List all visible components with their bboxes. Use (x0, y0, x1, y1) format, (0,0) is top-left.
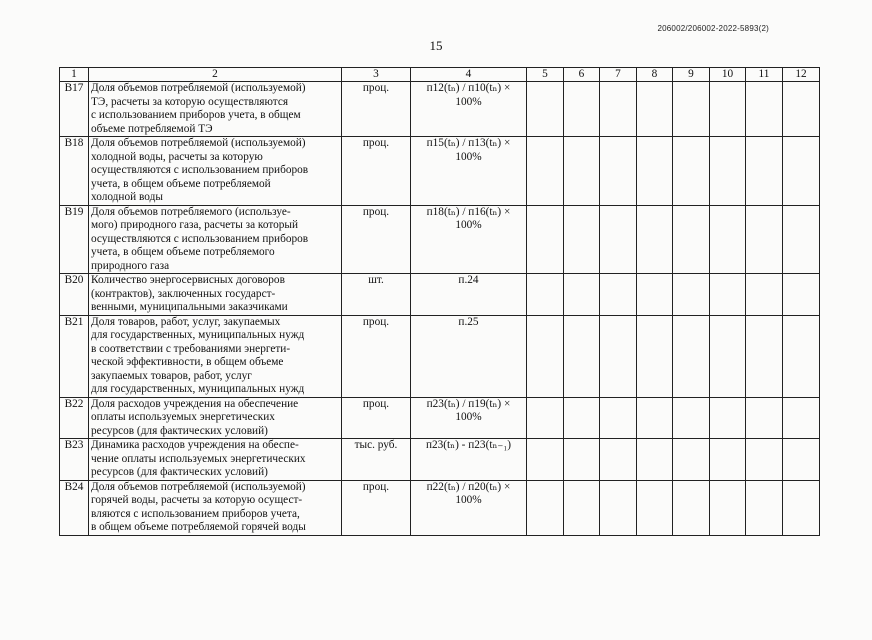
value-cell-col-12 (783, 274, 820, 316)
indicator-name-line: для государственных, муниципальных нужд (91, 329, 305, 341)
indicator-name-line: чение оплаты используемых энергетических (91, 452, 306, 465)
value-cell-col-9 (673, 205, 710, 274)
formula-line: п15(tₙ) / п13(tₙ) × (426, 137, 511, 149)
indicator-code: В19 (60, 205, 89, 274)
column-header-6: 6 (564, 68, 600, 82)
value-cell-col-12 (783, 439, 820, 481)
indicator-formula (411, 205, 527, 274)
indicator-unit: шт. (342, 274, 411, 316)
page-number: 15 (429, 38, 443, 53)
indicator-name-line: холодной воды, расчеты за которую (91, 150, 263, 163)
value-cell-col-8 (637, 439, 673, 481)
column-header-5: 5 (527, 68, 564, 82)
value-cell-col-12 (783, 137, 820, 206)
value-cell-col-10 (710, 274, 746, 316)
value-cell-col-7 (600, 439, 637, 481)
value-cell-col-9 (673, 480, 710, 535)
indicator-name-line: учета, в общем объеме потребляемого (91, 246, 275, 258)
indicator-name-line: Динамика расходов учреждения на обеспе- (91, 439, 299, 451)
indicator-formula (411, 439, 527, 481)
header-row (60, 68, 820, 82)
value-cell-col-10 (710, 205, 746, 274)
formula-line: п.25 (458, 315, 479, 328)
value-cell-col-7 (600, 274, 637, 316)
formula-line: 100% (455, 150, 482, 163)
value-cell-col-12 (783, 315, 820, 397)
table-row (60, 274, 820, 316)
indicator-formula (411, 315, 527, 397)
indicator-unit: проц. (342, 480, 411, 535)
indicator-name-line: природного газа (91, 259, 170, 272)
formula-line: п.24 (458, 274, 479, 286)
document-id: 206002/206002-2022-5893(2) (657, 24, 769, 33)
value-cell-col-5 (527, 397, 564, 439)
indicator-name-line: Доля товаров, работ, услуг, закупаемых (91, 315, 281, 328)
indicator-name-line: ресурсов (для фактических условий) (91, 466, 268, 478)
value-cell-col-9 (673, 274, 710, 316)
indicators-table (59, 67, 820, 536)
value-cell-col-6 (564, 397, 600, 439)
table-row (60, 205, 820, 274)
column-header-1: 1 (60, 68, 89, 82)
value-cell-col-6 (564, 137, 600, 206)
column-header-2: 2 (89, 68, 342, 82)
value-cell-col-5 (527, 439, 564, 481)
indicator-name-line: Доля расходов учреждения на обеспечение (91, 397, 299, 410)
value-cell-col-10 (710, 397, 746, 439)
value-cell-col-8 (637, 315, 673, 397)
indicator-name-line: учета, в общем объеме потребляемой (91, 177, 271, 190)
column-header-4: 4 (411, 68, 527, 82)
value-cell-col-11 (746, 315, 783, 397)
value-cell-col-5 (527, 274, 564, 316)
indicator-name-line: объеме потребляемой ТЭ (91, 122, 213, 135)
value-cell-col-5 (527, 82, 564, 137)
table-row (60, 315, 820, 397)
value-cell-col-7 (600, 480, 637, 535)
indicator-code: В18 (60, 137, 89, 206)
indicator-name-line: Доля объемов потребляемой (используемой) (91, 480, 306, 493)
value-cell-col-8 (637, 82, 673, 137)
indicator-name (89, 82, 342, 137)
column-header-7: 7 (600, 68, 637, 82)
value-cell-col-9 (673, 439, 710, 481)
indicator-name-line: венными, муниципальными заказчиками (91, 301, 288, 313)
column-header-11: 11 (746, 68, 783, 82)
indicator-name-line: ресурсов (для фактических условий) (91, 424, 268, 437)
indicator-name-line: осуществляются с использованием приборов (91, 232, 309, 245)
indicator-unit: проц. (342, 137, 411, 206)
value-cell-col-8 (637, 205, 673, 274)
value-cell-col-9 (673, 397, 710, 439)
indicator-code: В21 (60, 315, 89, 397)
value-cell-col-6 (564, 274, 600, 316)
indicator-unit: тыс. руб. (342, 439, 411, 481)
value-cell-col-5 (527, 205, 564, 274)
indicator-name-line: Количество энергосервисных договоров (91, 274, 285, 286)
column-header-10: 10 (710, 68, 746, 82)
indicator-code: В24 (60, 480, 89, 535)
indicator-name-line: в соответствии с требованиями энергети- (91, 342, 291, 355)
indicator-name-line: Доля объемов потребляемой (используемой) (91, 137, 306, 149)
column-header-9: 9 (673, 68, 710, 82)
indicator-formula (411, 480, 527, 535)
indicator-name-line: (контрактов), заключенных государст- (91, 287, 276, 300)
value-cell-col-12 (783, 397, 820, 439)
indicator-name-line: Доля объемов потребляемого (используе- (91, 205, 291, 218)
indicator-name-line: с использованием приборов учета, в общем (91, 109, 301, 121)
value-cell-col-6 (564, 205, 600, 274)
indicator-formula (411, 397, 527, 439)
indicator-unit: проц. (342, 205, 411, 274)
value-cell-col-6 (564, 315, 600, 397)
indicator-name (89, 315, 342, 397)
value-cell-col-11 (746, 439, 783, 481)
indicator-name (89, 137, 342, 206)
indicator-name (89, 480, 342, 535)
value-cell-col-8 (637, 274, 673, 316)
table-row (60, 439, 820, 481)
formula-line: 100% (455, 494, 482, 506)
value-cell-col-6 (564, 82, 600, 137)
indicator-formula (411, 274, 527, 316)
value-cell-col-9 (673, 315, 710, 397)
table-row (60, 137, 820, 206)
indicator-unit: проц. (342, 315, 411, 397)
formula-line: п23(tₙ) / п19(tₙ) × (426, 397, 511, 410)
table-row (60, 82, 820, 137)
value-cell-col-6 (564, 480, 600, 535)
value-cell-col-11 (746, 397, 783, 439)
value-cell-col-9 (673, 137, 710, 206)
indicator-name (89, 439, 342, 481)
value-cell-col-10 (710, 82, 746, 137)
indicator-name (89, 205, 342, 274)
formula-line: п18(tₙ) / п16(tₙ) × (426, 205, 511, 218)
value-cell-col-12 (783, 205, 820, 274)
value-cell-col-10 (710, 439, 746, 481)
indicator-name-line: холодной воды (91, 191, 163, 203)
formula-line: 100% (455, 411, 482, 423)
indicator-name (89, 274, 342, 316)
value-cell-col-10 (710, 137, 746, 206)
indicator-name-line: мого) природного газа, расчеты за который (91, 219, 299, 231)
value-cell-col-12 (783, 82, 820, 137)
column-header-8: 8 (637, 68, 673, 82)
value-cell-col-7 (600, 315, 637, 397)
indicator-unit: проц. (342, 82, 411, 137)
column-header-3: 3 (342, 68, 411, 82)
column-header-12: 12 (783, 68, 820, 82)
value-cell-col-7 (600, 82, 637, 137)
table-row (60, 397, 820, 439)
value-cell-col-11 (746, 480, 783, 535)
indicator-code: В23 (60, 439, 89, 481)
value-cell-col-7 (600, 137, 637, 206)
indicator-name-line: закупаемых товаров, работ, услуг (91, 369, 252, 382)
formula-line: п22(tₙ) / п20(tₙ) × (426, 480, 511, 493)
indicator-formula (411, 137, 527, 206)
value-cell-col-7 (600, 205, 637, 274)
table-row (60, 480, 820, 535)
value-cell-col-8 (637, 137, 673, 206)
value-cell-col-9 (673, 82, 710, 137)
indicator-name-line: Доля объемов потребляемой (используемой) (91, 82, 306, 94)
indicator-code: В22 (60, 397, 89, 439)
indicator-name-line: вляются с использованием приборов учета, (91, 507, 300, 520)
value-cell-col-10 (710, 480, 746, 535)
value-cell-col-12 (783, 480, 820, 535)
indicator-code: В17 (60, 82, 89, 137)
indicator-name-line: оплаты используемых энергетических (91, 411, 275, 423)
indicator-name-line: ТЭ, расчеты за которую осуществляются (91, 95, 289, 108)
value-cell-col-6 (564, 439, 600, 481)
value-cell-col-11 (746, 82, 783, 137)
indicator-unit: проц. (342, 397, 411, 439)
indicator-name-line: ческой эффективности, в общем объеме (91, 356, 284, 368)
indicator-name (89, 397, 342, 439)
value-cell-col-10 (710, 315, 746, 397)
value-cell-col-8 (637, 397, 673, 439)
value-cell-col-5 (527, 480, 564, 535)
value-cell-col-11 (746, 205, 783, 274)
formula-line: 100% (455, 95, 482, 108)
indicator-name-line: осуществляются с использованием приборов (91, 164, 309, 176)
formula-line: п23(tₙ) - п23(tₙ₋₁) (425, 439, 512, 451)
value-cell-col-5 (527, 137, 564, 206)
formula-line: 100% (455, 219, 482, 231)
value-cell-col-7 (600, 397, 637, 439)
value-cell-col-11 (746, 137, 783, 206)
indicator-code: В20 (60, 274, 89, 316)
indicator-name-line: горячей воды, расчеты за которую осущест- (91, 494, 303, 506)
indicator-name-line: для государственных, муниципальных нужд (91, 383, 305, 395)
value-cell-col-11 (746, 274, 783, 316)
indicator-formula (411, 82, 527, 137)
table-body (60, 82, 820, 536)
value-cell-col-5 (527, 315, 564, 397)
formula-line: п12(tₙ) / п10(tₙ) × (426, 82, 511, 94)
value-cell-col-8 (637, 480, 673, 535)
indicator-name-line: в общем объеме потребляемой горячей воды (91, 521, 306, 533)
